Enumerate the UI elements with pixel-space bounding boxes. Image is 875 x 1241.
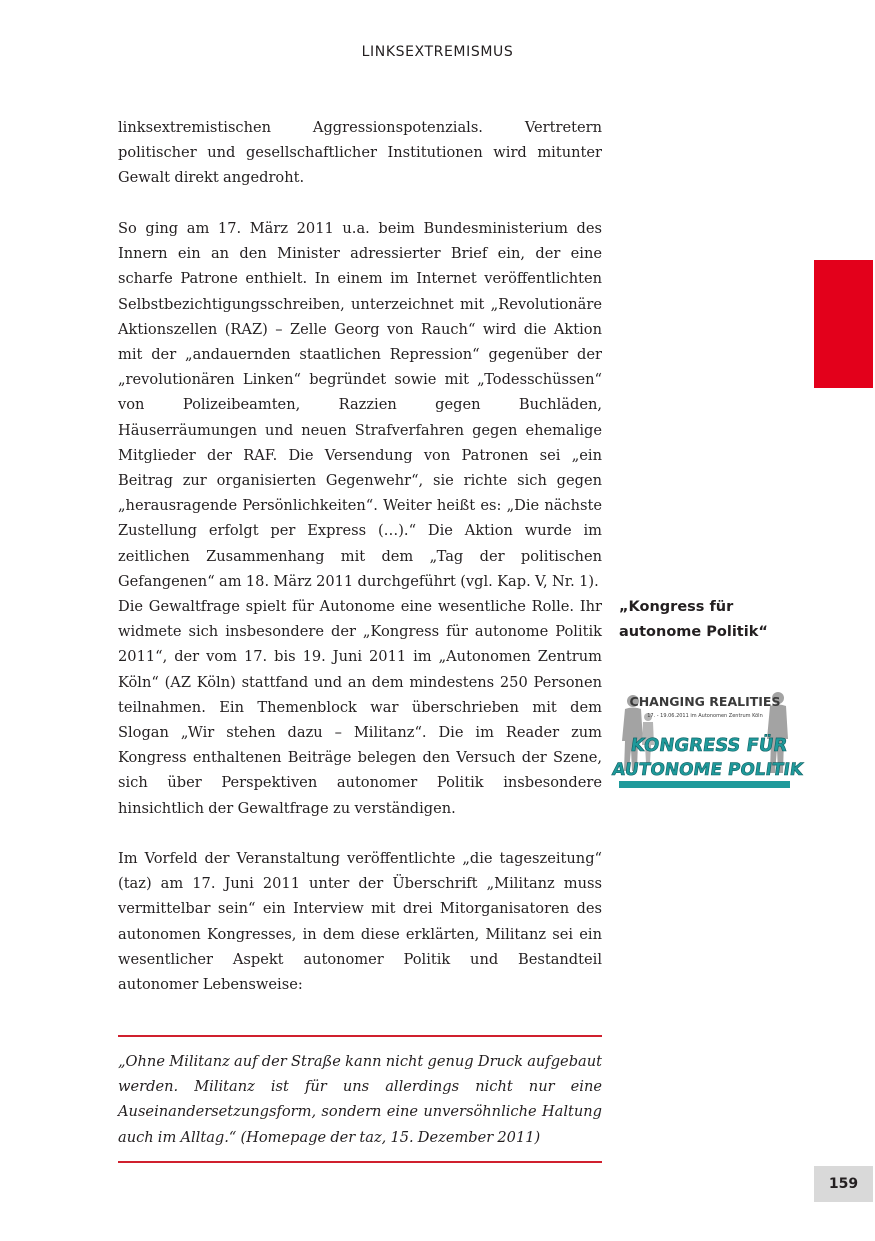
paragraph-text: linksextremistischen Aggressionspotenzials. Vertretern politischer und gesellschaftlicher Institutionen wird mitunter Gewalt direkt angedroht. — [118, 119, 602, 187]
poster-graphic — [610, 689, 805, 788]
paragraph-text: Die Gewaltfrage spielt für Autonome eine wesentliche Rolle. Ihr widmete sich insbesondere der „Kongress für autonome Politik 2011“, der vom 17. bis 19. Juni 2011 im „Autonomen Zentrum Köln“ (AZ Köln) stattfand und an dem mindestens 250 Personen teilnahmen. Ein Themenblock war überschrieben mit dem Slogan „Wir stehen dazu – Militanz“. Die im Reader zum Kongress enthaltenen Beiträge belegen den Versuch der Szene, sich über Perspektiven autonomer Politik insbesondere hinsichtlich der Gewaltfrage zu verständigen. — [118, 598, 602, 817]
quote-text: „Ohne Militanz auf der Straße kann nicht genug Druck aufgebaut werden. Militanz ist für uns allerdings nicht nur eine Auseinandersetzungsform, sondern eine unversöhnliche Haltung auch im Alltag.“ (Homepage der taz, 15. Dezember 2011) — [118, 1053, 602, 1146]
body-paragraph-2 — [118, 216, 602, 594]
poster-top-line: CHANGING REALITIES — [629, 694, 781, 709]
poster-title-line-2: AUTONOME POLITIK — [610, 760, 805, 780]
body-paragraph-1 — [118, 115, 602, 191]
quote-box — [118, 1035, 602, 1163]
congress-poster-image — [610, 689, 805, 788]
running-header: LINKSEXTREMISMUS — [361, 44, 514, 60]
chapter-marker-tab — [814, 260, 873, 388]
body-paragraph-3 — [118, 594, 602, 821]
poster-base-bar — [619, 781, 790, 788]
poster-title-line-1: KONGRESS FÜR — [629, 735, 789, 756]
margin-heading: „Kongress für autonome Politik“ — [619, 599, 768, 640]
paragraph-text: So ging am 17. März 2011 u.a. beim Bundesministerium des Innern ein an den Minister adressierter Brief ein, der eine scharfe Patrone enthielt. In einem im Internet veröffentlichten Selbstbezichtigungsschreiben, unterzeichnet mit „Revolutionäre Aktionszellen (RAZ) – Zelle Georg von Rauch“ wird die Aktion mit der „andauernden staatlichen Repression“ gegenüber der „revolutionären Linken“ begründet sowie mit „Todesschüssen“ von Polizeibeamten, Razzien gegen Buchläden, Häuserräumungen und neuen Strafverfahren gegen ehemalige Mitglieder der RAF. Die Versendung von Patronen sei „ein Beitrag zur organisierten Gegenwehr“, sie richte sich gegen „herausragende Persönlichkeiten“. Weiter heißt es: „Die nächste Zustellung erfolgt per Express (…).“ Die Aktion wurde im zeitlichen Zusammenhang mit dem „Tag der politischen Gefangenen“ am 18. März 2011 durchgeführt (vgl. Kap. V, Nr. 1). — [118, 220, 602, 590]
paragraph-text: Im Vorfeld der Veranstaltung veröffentlichte „die tageszeitung“ (taz) am 17. Juni 2011 unter der Überschrift „Militanz muss vermittelbar sein“ ein Interview mit drei Mitorganisatoren des autonomen Kongresses, in dem diese erklärten, Militanz sei ein wesentlicher Aspekt autonomer Politik und Bestandteil autonomer Lebensweise: — [118, 850, 602, 994]
page-number: 159 — [814, 1166, 873, 1202]
poster-sub-line: 17. - 19.06.2011 im Autonomen Zentrum Köln — [647, 713, 763, 719]
body-paragraph-4 — [118, 846, 602, 997]
